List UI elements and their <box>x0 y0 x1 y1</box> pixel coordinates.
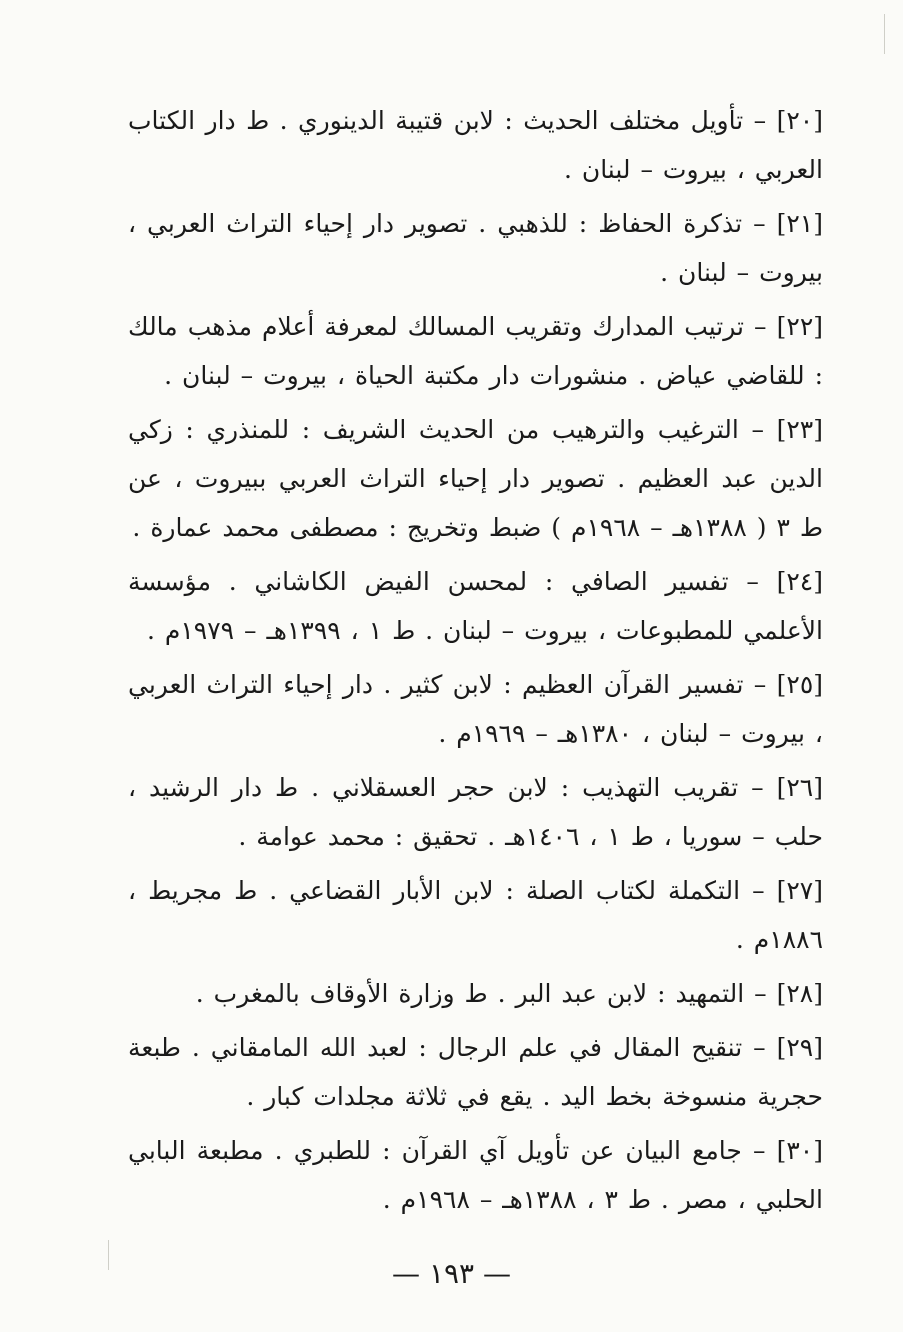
entry-number: [٢٠] <box>776 106 823 135</box>
entry-number: [٢٨] <box>776 979 823 1008</box>
bibliography-entry-30 <box>128 1126 823 1224</box>
entry-text: – الترغيب والترهيب من الحديث الشريف : للمنذري : زكي الدين عبد العظيم . تصوير دار إحياء التراث العربي ببيروت ، عن ط ٣ ( ١٣٨٨هـ – ١٩٦٨م ) ضبط وتخريج : مصطفى محمد عمارة . <box>128 415 823 542</box>
bibliography-entry-22 <box>128 302 823 400</box>
scan-edge-mark-top <box>884 14 885 54</box>
bibliography-entry-25 <box>128 660 823 758</box>
entry-text: – تأويل مختلف الحديث : لابن قتيبة الدينوري . ط دار الكتاب العربي ، بيروت – لبنان . <box>128 106 823 184</box>
entry-text: – التمهيد : لابن عبد البر . ط وزارة الأوقاف بالمغرب . <box>195 979 767 1008</box>
entry-text: – تنقيح المقال في علم الرجال : لعبد الله المامقاني . طبعة حجرية منسوخة بخط اليد . يقع في ثلاثة مجلدات كبار . <box>128 1033 823 1111</box>
bibliography-entry-23 <box>128 405 823 552</box>
entry-number: [٢٣] <box>776 415 823 444</box>
bibliography-entry-21 <box>128 199 823 297</box>
bibliography-list <box>128 96 823 1229</box>
entry-number: [٣٠] <box>776 1136 823 1165</box>
entry-number: [٢٦] <box>776 773 823 802</box>
entry-text: – تقريب التهذيب : لابن حجر العسقلاني . ط دار الرشيد ، حلب – سوريا ، ط ١ ، ١٤٠٦هـ . تحقيق : محمد عوامة . <box>128 773 823 851</box>
page-number: — ١٩٣ — <box>392 1257 511 1290</box>
entry-text: – جامع البيان عن تأويل آي القرآن : للطبري . مطبعة البابي الحلبي ، مصر . ط ٣ ، ١٣٨٨هـ – ١٩٦٨م . <box>128 1136 823 1214</box>
entry-text: – ترتيب المدارك وتقريب المسالك لمعرفة أعلام مذهب مالك : للقاضي عياض . منشورات دار مكتبة الحياة ، بيروت – لبنان . <box>128 312 823 390</box>
entry-number: [٢١] <box>776 209 823 238</box>
bibliography-entry-20 <box>128 96 823 194</box>
entry-number: [٢٤] <box>776 567 823 596</box>
entry-text: – تفسير القرآن العظيم : لابن كثير . دار إحياء التراث العربي ، بيروت – لبنان ، ١٣٨٠هـ – ١٩٦٩م . <box>128 670 823 748</box>
bibliography-entry-28 <box>128 969 823 1018</box>
entry-number: [٢٥] <box>776 670 824 699</box>
entry-text: – تذكرة الحفاظ : للذهبي . تصوير دار إحياء التراث العربي ، بيروت – لبنان . <box>128 209 823 287</box>
entry-text: – التكملة لكتاب الصلة : لابن الأبار القضاعي . ط مجريط ، ١٨٨٦م . <box>128 876 823 954</box>
entry-number: [٢٢] <box>776 312 824 341</box>
bibliography-entry-27 <box>128 866 823 964</box>
entry-number: [٢٩] <box>776 1033 823 1062</box>
bibliography-entry-29 <box>128 1023 823 1121</box>
entry-text: – تفسير الصافي : لمحسن الفيض الكاشاني . مؤسسة الأعلمي للمطبوعات ، بيروت – لبنان . ط ١ ، ١٣٩٩هـ – ١٩٧٩م . <box>128 567 823 645</box>
bibliography-entry-26 <box>128 763 823 861</box>
entry-number: [٢٧] <box>776 876 823 905</box>
bibliography-entry-24 <box>128 557 823 655</box>
